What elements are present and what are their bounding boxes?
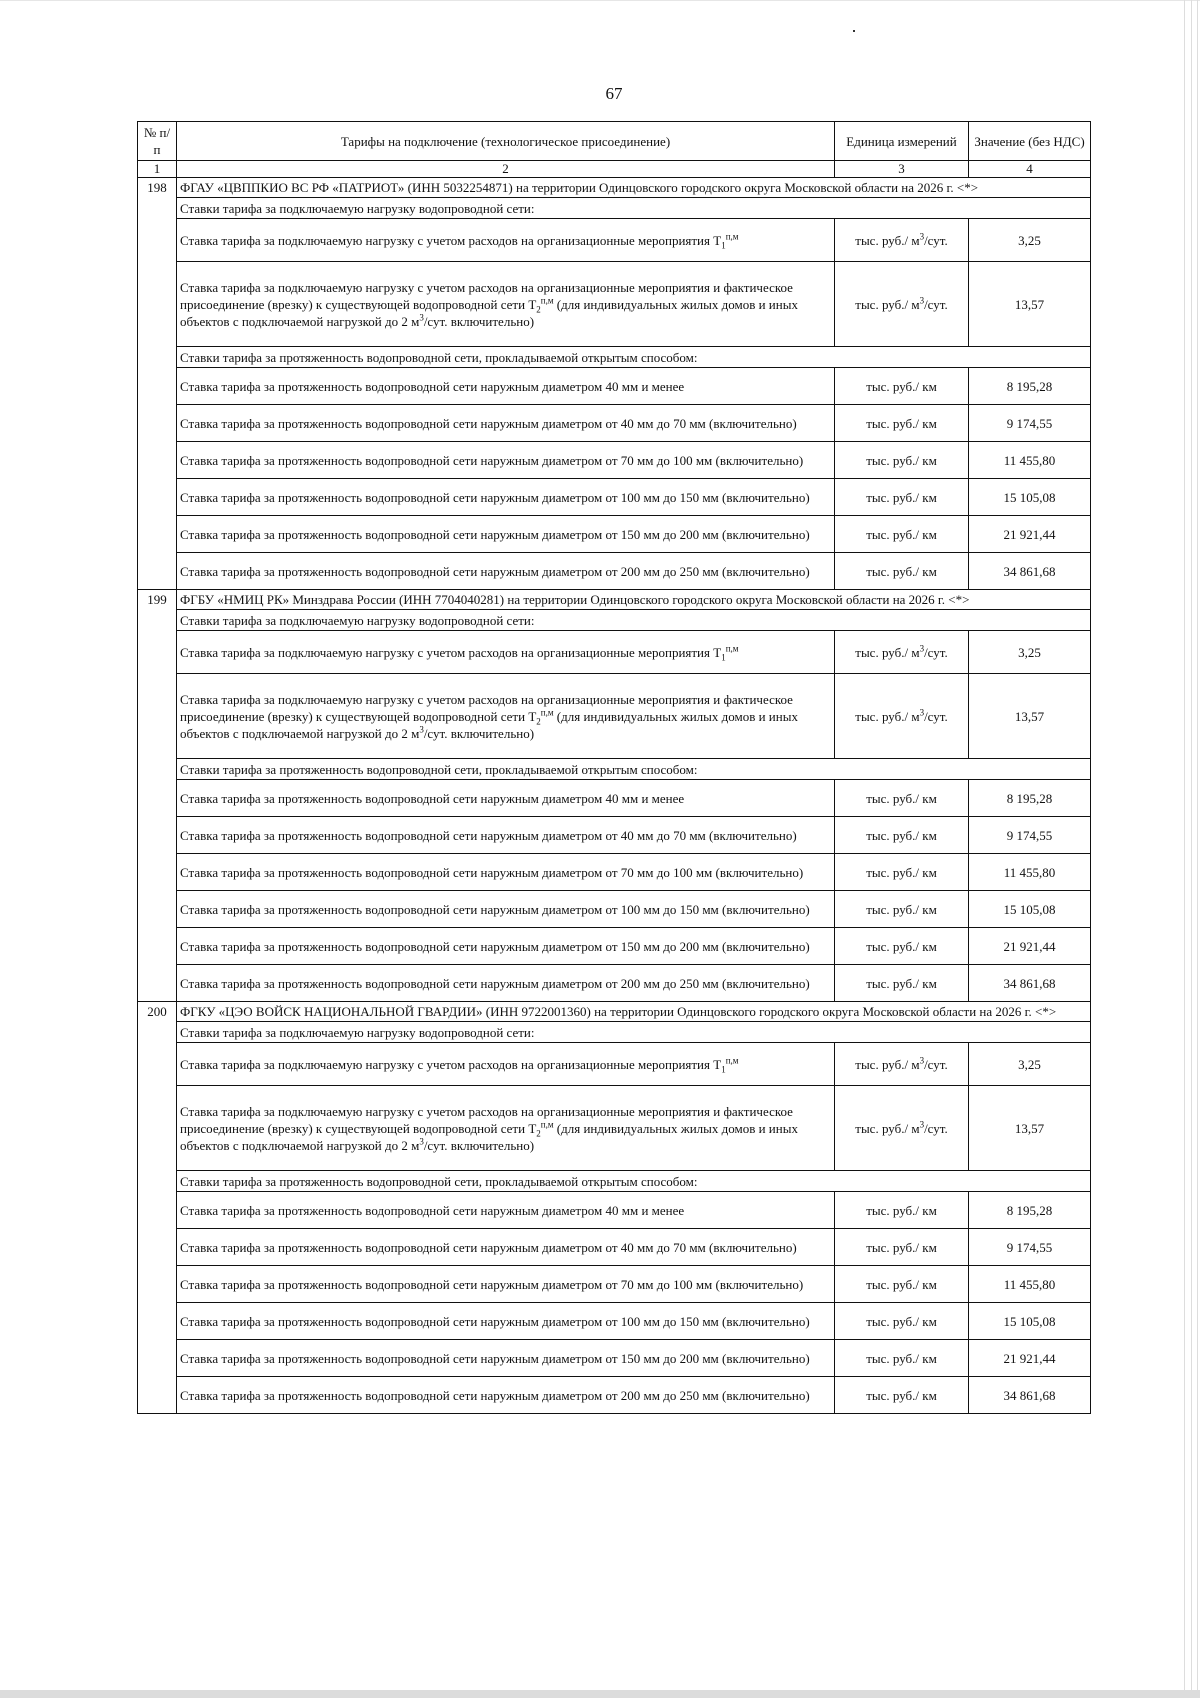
symbol-index: 2 xyxy=(536,304,541,315)
header-title: Тарифы на подключение (технологическое присоединение) xyxy=(177,122,835,161)
tariff-row xyxy=(138,219,1091,262)
value-cell: 8 195,28 xyxy=(969,368,1091,405)
value-cell: 13,57 xyxy=(969,674,1091,759)
diameter-description: Ставка тарифа за протяженность водопроводной сети наружным диаметром от 200 мм до 250 мм (включительно) xyxy=(177,1377,835,1414)
diameter-description: Ставка тарифа за протяженность водопроводной сети наружным диаметром от 40 мм до 70 мм (включительно) xyxy=(177,1229,835,1266)
diameter-description: Ставка тарифа за протяженность водопроводной сети наружным диаметром от 150 мм до 200 мм (включительно) xyxy=(177,928,835,965)
organization-row xyxy=(138,178,1091,198)
unit-text: тыс. руб./ м xyxy=(855,644,920,660)
unit-exponent: 3 xyxy=(419,724,424,735)
unit-cell: тыс. руб./ км xyxy=(835,854,969,891)
num-spacer xyxy=(138,442,177,479)
scan-bottom-edge xyxy=(0,1690,1200,1698)
num-spacer xyxy=(138,1043,177,1086)
column-number: 1 xyxy=(138,161,177,178)
value-cell: 34 861,68 xyxy=(969,965,1091,1002)
tariff-text: (для индивидуальных жилых домов и иных объектов с подключаемой нагрузкой до 2 м xyxy=(180,296,798,329)
symbol-index: 1 xyxy=(721,1064,726,1075)
value-cell: 9 174,55 xyxy=(969,405,1091,442)
num-spacer xyxy=(138,1340,177,1377)
diameter-row xyxy=(138,442,1091,479)
column-number: 4 xyxy=(969,161,1091,178)
value-cell: 11 455,80 xyxy=(969,442,1091,479)
num-spacer xyxy=(138,219,177,262)
diameter-description: Ставка тарифа за протяженность водопроводной сети наружным диаметром от 150 мм до 200 мм (включительно) xyxy=(177,516,835,553)
symbol-superscript: п,м xyxy=(540,1119,554,1130)
diameter-description: Ставка тарифа за протяженность водопроводной сети наружным диаметром 40 мм и менее xyxy=(177,780,835,817)
org-number: 199 xyxy=(138,590,177,610)
scan-right-edge xyxy=(1180,0,1200,1698)
diameter-description: Ставка тарифа за протяженность водопроводной сети наружным диаметром от 200 мм до 250 мм (включительно) xyxy=(177,965,835,1002)
value-cell: 13,57 xyxy=(969,1086,1091,1171)
diameter-description: Ставка тарифа за протяженность водопроводной сети наружным диаметром от 70 мм до 100 мм (включительно) xyxy=(177,442,835,479)
num-spacer xyxy=(138,405,177,442)
tariff-table xyxy=(137,121,1091,1414)
num-spacer xyxy=(138,780,177,817)
unit-text: тыс. руб./ м xyxy=(855,296,920,312)
num-spacer xyxy=(138,1086,177,1171)
diameter-row xyxy=(138,928,1091,965)
tariff-row xyxy=(138,262,1091,347)
num-spacer xyxy=(138,610,177,631)
tariff-row xyxy=(138,1043,1091,1086)
value-cell: 21 921,44 xyxy=(969,1340,1091,1377)
column-number: 2 xyxy=(177,161,835,178)
diameter-row xyxy=(138,405,1091,442)
value-cell: 34 861,68 xyxy=(969,553,1091,590)
diameter-description: Ставка тарифа за протяженность водопроводной сети наружным диаметром от 100 мм до 150 мм (включительно) xyxy=(177,479,835,516)
value-cell: 3,25 xyxy=(969,631,1091,674)
org-name: ФГКУ «ЦЭО ВОЙСК НАЦИОНАЛЬНОЙ ГВАРДИИ» (ИНН 9722001360) на территории Одинцовского городского округа Московской области на 2026 г. <*> xyxy=(177,1002,1091,1022)
tariff-text: (для индивидуальных жилых домов и иных объектов с подключаемой нагрузкой до 2 м xyxy=(180,708,798,741)
unit-cell xyxy=(835,674,969,759)
unit-cell: тыс. руб./ км xyxy=(835,1192,969,1229)
diameter-row xyxy=(138,817,1091,854)
diameter-row xyxy=(138,553,1091,590)
diameter-row xyxy=(138,965,1091,1002)
symbol-index: 2 xyxy=(536,716,541,727)
section-row xyxy=(138,198,1091,219)
diameter-description: Ставка тарифа за протяженность водопроводной сети наружным диаметром от 200 мм до 250 мм (включительно) xyxy=(177,553,835,590)
section-load-heading: Ставки тарифа за подключаемую нагрузку водопроводной сети: xyxy=(177,1022,1091,1043)
num-spacer xyxy=(138,516,177,553)
unit-cell: тыс. руб./ км xyxy=(835,553,969,590)
num-spacer xyxy=(138,674,177,759)
tariff-description xyxy=(177,1086,835,1171)
scan-speck xyxy=(853,30,855,32)
tariff-text: Ставка тарифа за подключаемую нагрузку с учетом расходов на организационные мероприятия T xyxy=(180,232,722,248)
diameter-row xyxy=(138,1266,1091,1303)
num-spacer xyxy=(138,1377,177,1414)
unit-text: тыс. руб./ м xyxy=(855,1056,920,1072)
num-spacer xyxy=(138,1192,177,1229)
num-spacer xyxy=(138,928,177,965)
header-num: № п/п xyxy=(138,122,177,161)
num-spacer xyxy=(138,1303,177,1340)
tariff-text: Ставка тарифа за подключаемую нагрузку с учетом расходов на организационные мероприятия T xyxy=(180,644,722,660)
diameter-description: Ставка тарифа за протяженность водопроводной сети наружным диаметром от 100 мм до 150 мм (включительно) xyxy=(177,1303,835,1340)
header-unit: Единица измерений xyxy=(835,122,969,161)
diameter-description: Ставка тарифа за протяженность водопроводной сети наружным диаметром от 100 мм до 150 мм (включительно) xyxy=(177,891,835,928)
section-length-heading: Ставки тарифа за протяженность водопроводной сети, прокладываемой открытым способом: xyxy=(177,1171,1091,1192)
section-length-heading: Ставки тарифа за протяженность водопроводной сети, прокладываемой открытым способом: xyxy=(177,347,1091,368)
org-number: 200 xyxy=(138,1002,177,1022)
tariff-description xyxy=(177,631,835,674)
diameter-row xyxy=(138,780,1091,817)
unit-cell: тыс. руб./ км xyxy=(835,1229,969,1266)
section-row xyxy=(138,759,1091,780)
unit-cell: тыс. руб./ км xyxy=(835,516,969,553)
tariff-text: /сут. включительно) xyxy=(423,1137,535,1153)
value-cell: 15 105,08 xyxy=(969,479,1091,516)
tariff-description xyxy=(177,1043,835,1086)
section-row xyxy=(138,1022,1091,1043)
value-cell: 8 195,28 xyxy=(969,780,1091,817)
value-cell: 11 455,80 xyxy=(969,1266,1091,1303)
unit-cell xyxy=(835,262,969,347)
value-cell: 3,25 xyxy=(969,1043,1091,1086)
header-value: Значение (без НДС) xyxy=(969,122,1091,161)
tariff-description xyxy=(177,674,835,759)
column-number: 3 xyxy=(835,161,969,178)
num-spacer xyxy=(138,262,177,347)
unit-exponent: 3 xyxy=(919,231,925,242)
section-load-heading: Ставки тарифа за подключаемую нагрузку водопроводной сети: xyxy=(177,610,1091,631)
diameter-row xyxy=(138,1377,1091,1414)
unit-cell: тыс. руб./ км xyxy=(835,1303,969,1340)
value-cell: 8 195,28 xyxy=(969,1192,1091,1229)
symbol-index: 2 xyxy=(536,1128,541,1139)
scan-top-edge xyxy=(0,0,1200,1)
diameter-row xyxy=(138,1340,1091,1377)
diameter-row xyxy=(138,516,1091,553)
num-spacer xyxy=(138,1022,177,1043)
unit-cell: тыс. руб./ км xyxy=(835,928,969,965)
section-load-heading: Ставки тарифа за подключаемую нагрузку водопроводной сети: xyxy=(177,198,1091,219)
unit-exponent: 3 xyxy=(919,295,925,306)
unit-cell: тыс. руб./ км xyxy=(835,965,969,1002)
column-number-row xyxy=(138,161,1091,178)
unit-text: тыс. руб./ м xyxy=(855,1120,920,1136)
diameter-description: Ставка тарифа за протяженность водопроводной сети наружным диаметром 40 мм и менее xyxy=(177,368,835,405)
unit-text: тыс. руб./ м xyxy=(855,232,920,248)
diameter-row xyxy=(138,1192,1091,1229)
table-header-row xyxy=(138,122,1091,161)
num-spacer xyxy=(138,479,177,516)
num-spacer xyxy=(138,1266,177,1303)
diameter-row xyxy=(138,368,1091,405)
diameter-description: Ставка тарифа за протяженность водопроводной сети наружным диаметром от 70 мм до 100 мм (включительно) xyxy=(177,854,835,891)
unit-cell: тыс. руб./ км xyxy=(835,368,969,405)
unit-tail: /сут. xyxy=(924,232,948,248)
value-cell: 21 921,44 xyxy=(969,516,1091,553)
symbol-superscript: п,м xyxy=(540,707,554,718)
unit-cell: тыс. руб./ км xyxy=(835,817,969,854)
unit-exponent: 3 xyxy=(919,1055,925,1066)
symbol-index: 1 xyxy=(721,652,726,663)
unit-cell: тыс. руб./ км xyxy=(835,1340,969,1377)
unit-tail: /сут. xyxy=(924,708,948,724)
tariff-text: Ставка тарифа за подключаемую нагрузку с учетом расходов на организационные мероприятия T xyxy=(180,1056,722,1072)
num-spacer xyxy=(138,631,177,674)
num-spacer xyxy=(138,198,177,219)
value-cell: 21 921,44 xyxy=(969,928,1091,965)
section-row xyxy=(138,610,1091,631)
section-row xyxy=(138,347,1091,368)
num-spacer xyxy=(138,347,177,368)
value-cell: 3,25 xyxy=(969,219,1091,262)
tariff-text: Ставка тарифа за подключаемую нагрузку с учетом расходов на организационные мероприятия и фактическое присоединение (врезку) к существующей водопроводной сети T xyxy=(180,279,793,312)
diameter-description: Ставка тарифа за протяженность водопроводной сети наружным диаметром от 150 мм до 200 мм (включительно) xyxy=(177,1340,835,1377)
unit-cell: тыс. руб./ км xyxy=(835,780,969,817)
page-number: 67 xyxy=(605,84,623,103)
num-spacer xyxy=(138,1229,177,1266)
org-name: ФГБУ «НМИЦ РК» Минздрава России (ИНН 7704040281) на территории Одинцовского городского округа Московской области на 2026 г. <*> xyxy=(177,590,1091,610)
unit-tail: /сут. xyxy=(924,296,948,312)
tariff-text: (для индивидуальных жилых домов и иных объектов с подключаемой нагрузкой до 2 м xyxy=(180,1120,798,1153)
tariff-row xyxy=(138,631,1091,674)
tariff-table-body xyxy=(138,122,1091,1414)
unit-cell: тыс. руб./ км xyxy=(835,442,969,479)
unit-cell xyxy=(835,631,969,674)
diameter-row xyxy=(138,479,1091,516)
tariff-description xyxy=(177,219,835,262)
section-row xyxy=(138,1171,1091,1192)
organization-row xyxy=(138,590,1091,610)
organization-row xyxy=(138,1002,1091,1022)
unit-tail: /сут. xyxy=(924,1056,948,1072)
unit-cell: тыс. руб./ км xyxy=(835,891,969,928)
num-spacer xyxy=(138,854,177,891)
symbol-superscript: п,м xyxy=(725,231,739,242)
unit-cell: тыс. руб./ км xyxy=(835,405,969,442)
value-cell: 11 455,80 xyxy=(969,854,1091,891)
diameter-description: Ставка тарифа за протяженность водопроводной сети наружным диаметром от 40 мм до 70 мм (включительно) xyxy=(177,817,835,854)
num-spacer xyxy=(138,965,177,1002)
symbol-superscript: п,м xyxy=(725,1055,739,1066)
section-length-heading: Ставки тарифа за протяженность водопроводной сети, прокладываемой открытым способом: xyxy=(177,759,1091,780)
num-spacer xyxy=(138,1171,177,1192)
diameter-description: Ставка тарифа за протяженность водопроводной сети наружным диаметром от 40 мм до 70 мм (включительно) xyxy=(177,405,835,442)
diameter-description: Ставка тарифа за протяженность водопроводной сети наружным диаметром 40 мм и менее xyxy=(177,1192,835,1229)
value-cell: 9 174,55 xyxy=(969,1229,1091,1266)
value-cell: 34 861,68 xyxy=(969,1377,1091,1414)
unit-cell xyxy=(835,219,969,262)
num-spacer xyxy=(138,368,177,405)
unit-exponent: 3 xyxy=(419,312,424,323)
value-cell: 13,57 xyxy=(969,262,1091,347)
org-name: ФГАУ «ЦВППКИО ВС РФ «ПАТРИОТ» (ИНН 5032254871) на территории Одинцовского городского округа Московской области на 2026 г. <*> xyxy=(177,178,1091,198)
value-cell: 9 174,55 xyxy=(969,817,1091,854)
unit-exponent: 3 xyxy=(919,707,925,718)
org-number: 198 xyxy=(138,178,177,198)
diameter-row xyxy=(138,1303,1091,1340)
unit-cell: тыс. руб./ км xyxy=(835,479,969,516)
num-spacer xyxy=(138,817,177,854)
diameter-description: Ставка тарифа за протяженность водопроводной сети наружным диаметром от 70 мм до 100 мм (включительно) xyxy=(177,1266,835,1303)
diameter-row xyxy=(138,891,1091,928)
symbol-superscript: п,м xyxy=(725,643,739,654)
num-spacer xyxy=(138,891,177,928)
unit-cell: тыс. руб./ км xyxy=(835,1266,969,1303)
symbol-index: 1 xyxy=(721,240,726,251)
tariff-row xyxy=(138,1086,1091,1171)
tariff-description xyxy=(177,262,835,347)
unit-exponent: 3 xyxy=(919,1119,925,1130)
diameter-row xyxy=(138,854,1091,891)
diameter-row xyxy=(138,1229,1091,1266)
tariff-text: Ставка тарифа за подключаемую нагрузку с учетом расходов на организационные мероприятия и фактическое присоединение (врезку) к существующей водопроводной сети T xyxy=(180,1103,793,1136)
tariff-text: Ставка тарифа за подключаемую нагрузку с учетом расходов на организационные мероприятия и фактическое присоединение (врезку) к существующей водопроводной сети T xyxy=(180,691,793,724)
num-spacer xyxy=(138,759,177,780)
unit-exponent: 3 xyxy=(419,1136,424,1147)
value-cell: 15 105,08 xyxy=(969,891,1091,928)
tariff-row xyxy=(138,674,1091,759)
tariff-text: /сут. включительно) xyxy=(423,725,535,741)
unit-exponent: 3 xyxy=(919,643,925,654)
tariff-text: /сут. включительно) xyxy=(423,313,535,329)
unit-cell: тыс. руб./ км xyxy=(835,1377,969,1414)
value-cell: 15 105,08 xyxy=(969,1303,1091,1340)
unit-cell xyxy=(835,1043,969,1086)
unit-cell xyxy=(835,1086,969,1171)
symbol-superscript: п,м xyxy=(540,295,554,306)
unit-tail: /сут. xyxy=(924,644,948,660)
unit-text: тыс. руб./ м xyxy=(855,708,920,724)
unit-tail: /сут. xyxy=(924,1120,948,1136)
num-spacer xyxy=(138,553,177,590)
